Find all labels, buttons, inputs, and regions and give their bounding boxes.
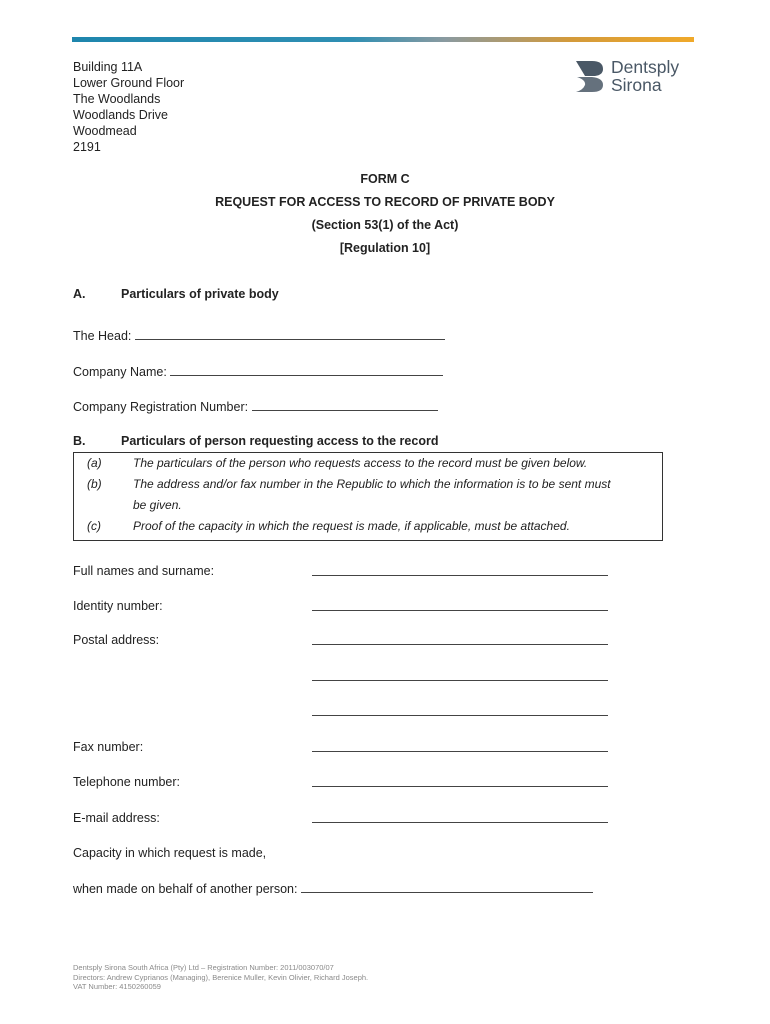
registration-number-input-line[interactable] <box>252 399 438 411</box>
section-b-title: Particulars of person requesting access to the record <box>121 434 439 448</box>
postal-address-input-line[interactable] <box>312 704 608 716</box>
address-line: 2191 <box>73 140 101 154</box>
full-names-field <box>312 564 608 579</box>
note-text: The address and/or fax number in the Republic to which the information is to be sent must <box>133 477 611 491</box>
full-names-input-line[interactable] <box>312 564 608 576</box>
form-heading: REQUEST FOR ACCESS TO RECORD OF PRIVATE BODY <box>215 195 555 209</box>
section-a-title: Particulars of private body <box>121 287 279 301</box>
logo-line-1: Dentsply <box>611 57 680 77</box>
behalf-input-line[interactable] <box>301 881 593 893</box>
head-label: The Head: <box>73 329 132 343</box>
dentsply-sirona-logo <box>574 59 699 97</box>
company-name-label: Company Name: <box>73 365 167 379</box>
behalf-label: when made on behalf of another person: <box>73 882 298 896</box>
capacity-label: Capacity in which request is made, <box>73 846 267 860</box>
note-text-continued: be given. <box>133 498 182 512</box>
head-field <box>73 328 445 343</box>
postal-address-field <box>312 633 608 648</box>
fax-number-label: Fax number: <box>73 740 144 754</box>
footer-line: Directors: Andrew Cyprianos (Managing), Berenice Muller, Kevin Olivier, Richard Joseph. <box>73 972 369 982</box>
fax-number-field <box>312 740 608 755</box>
identity-number-input-line[interactable] <box>312 599 608 611</box>
note-mark: (c) <box>87 519 101 533</box>
section-b-letter: B. <box>73 434 86 448</box>
postal-address-field <box>312 704 608 719</box>
page-footer <box>73 963 368 992</box>
head-input-line[interactable] <box>135 328 445 340</box>
note-mark: (a) <box>87 456 102 470</box>
postal-address-field <box>312 669 608 684</box>
section-reference: (Section 53(1) of the Act) <box>311 218 459 232</box>
postal-address-input-line[interactable] <box>312 633 608 645</box>
header-accent-bar <box>72 37 694 42</box>
registration-number-label: Company Registration Number: <box>73 400 249 414</box>
instructions-box <box>73 452 663 541</box>
telephone-number-label: Telephone number: <box>73 775 181 789</box>
address-line: The Woodlands <box>73 92 161 106</box>
section-a-letter: A. <box>73 287 86 301</box>
address-line: Lower Ground Floor <box>73 76 185 90</box>
logo-wordmark <box>611 58 679 94</box>
company-address <box>73 59 184 155</box>
regulation-reference: [Regulation 10] <box>339 241 431 255</box>
behalf-field <box>73 881 593 896</box>
email-address-field <box>312 811 608 826</box>
address-line: Woodmead <box>73 124 137 138</box>
logo-mark-icon <box>574 59 606 93</box>
registration-number-field <box>73 399 438 414</box>
footer-line: Dentsply Sirona South Africa (Pty) Ltd – Registration Number: 2011/003070/07 <box>73 963 334 972</box>
telephone-number-input-line[interactable] <box>312 775 608 787</box>
telephone-number-field <box>312 775 608 790</box>
postal-address-input-line[interactable] <box>312 669 608 681</box>
identity-number-field <box>312 599 608 614</box>
note-text: Proof of the capacity in which the request is made, if applicable, must be attached. <box>133 519 570 533</box>
company-name-field <box>73 364 443 379</box>
address-line: Woodlands Drive <box>73 108 168 122</box>
footer-line: VAT Number: 4150260059 <box>73 982 161 991</box>
company-name-input-line[interactable] <box>170 364 443 376</box>
form-label: FORM C <box>360 172 410 186</box>
address-line: Building 11A <box>73 60 143 74</box>
note-mark: (b) <box>87 477 102 491</box>
email-address-input-line[interactable] <box>312 811 608 823</box>
identity-number-label: Identity number: <box>73 599 163 613</box>
email-address-label: E-mail address: <box>73 811 160 825</box>
fax-number-input-line[interactable] <box>312 740 608 752</box>
note-text: The particulars of the person who requests access to the record must be given below. <box>133 456 588 470</box>
postal-address-label: Postal address: <box>73 633 160 647</box>
logo-line-2: Sirona <box>611 75 662 95</box>
full-names-label: Full names and surname: <box>73 564 215 578</box>
